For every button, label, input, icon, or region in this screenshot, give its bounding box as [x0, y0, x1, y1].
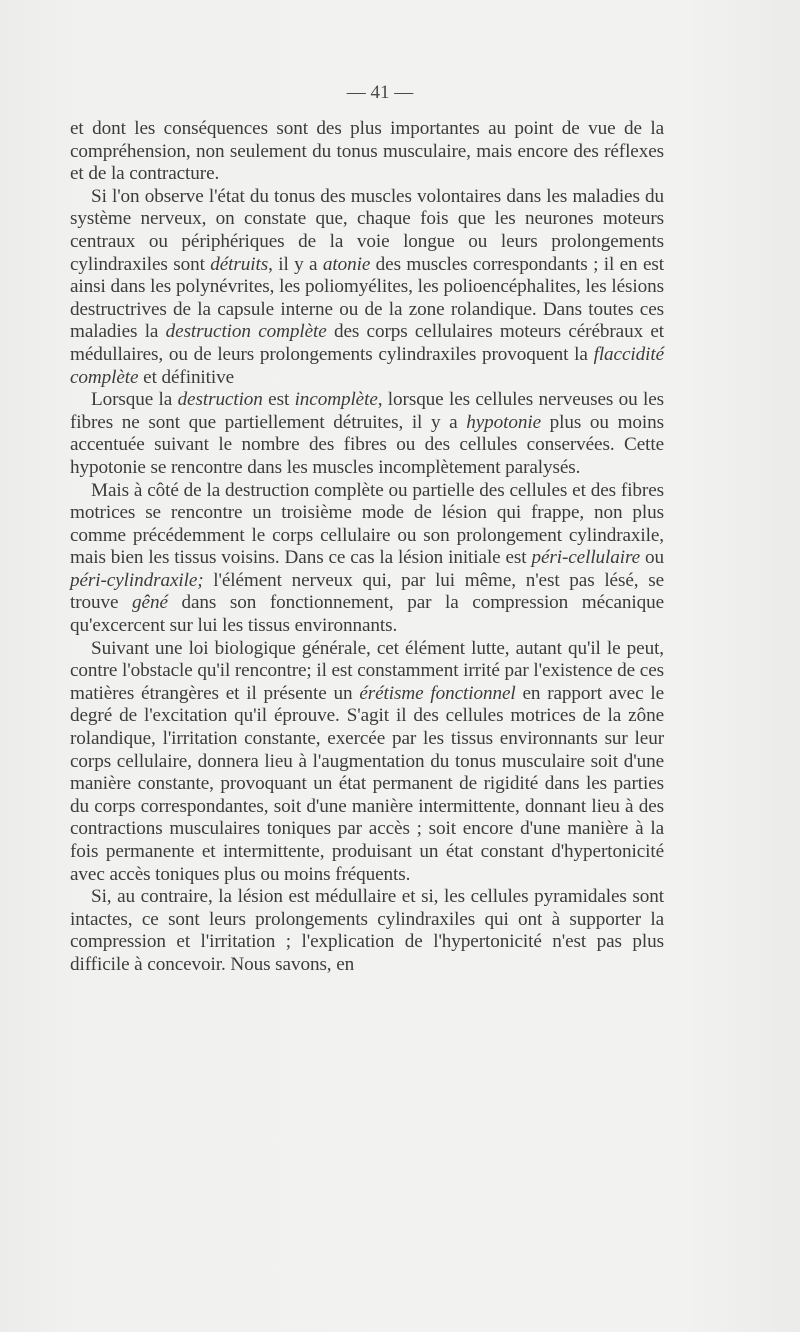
text-run: Lorsque la	[91, 389, 178, 411]
text-run: Si l'on observe l'état du tonus des muscles volontaires dans les maladies du système nerveux, on constate que, chaque fois que les neurones moteurs centraux ou périphériques de la voie longue ou leurs prolongements cylindraxiles sont	[70, 185, 664, 275]
italic-term: péri-cellulaire	[531, 547, 641, 569]
italic-term: atonie	[322, 253, 371, 275]
text-run: en rapport avec le degré de l'excitation qu'il éprouve. S'agit il des cellules motrices de la zône rolandique, l'irritation constante, exercée par les tissus environnants sur leur corps cellulaire, donnera lieu à l'augmentation du tonus musculaire soit d'une manière constante, provoquant un état permanent de rigidité dans les parties du corps correspondantes, soit d'une manière intermittente, donnant lieu à des contractions musculaires toniques par accès ; soit encore d'une manière à la fois permanente et intermittente, produisant un état constant d'hypertonicité avec accès toniques plus ou moins fréquents.	[70, 682, 665, 885]
paragraph-2	[70, 186, 664, 389]
paragraph-5	[70, 638, 664, 887]
text-run: et définitive	[138, 366, 235, 388]
text-run: , lorsque les cellules nerveuses ou les fibres ne sont que partiellement détruites, il y a	[70, 389, 664, 433]
text-run: Suivant une loi biologique générale, cet élément lutte, autant qu'il le peut, contre l'obstacle qu'il rencontre; il est constamment irrité par l'existence de ces matières étrangères et il présente un	[70, 637, 664, 704]
italic-term: incomplète	[294, 389, 378, 411]
paragraph-3	[70, 389, 664, 479]
italic-term: flaccidité complète	[70, 343, 664, 388]
text-run: des corps cellulaires moteurs cérébraux et médullaires, ou de leurs prolongements cylindraxiles provoquent la	[70, 321, 665, 365]
body-text	[70, 118, 664, 977]
italic-term: destruction	[177, 389, 263, 411]
text-run: ou	[640, 547, 664, 569]
italic-term: destruction complète	[165, 321, 327, 343]
text-run: dans son fonctionnement, par la compression mécanique qu'excercent sur lui les tissus environnants.	[70, 592, 664, 637]
italic-term: hypotonie	[466, 411, 541, 433]
text-run: plus ou moins accentuée suivant le nombre des fibres ou des cellules conservées. Cette hypotonie se rencontre dans les muscles incomplètement paralysés.	[70, 411, 665, 478]
text-run: des muscles correspondants ; il en est ainsi dans les polynévrites, les poliomyélites, les polioencéphalites, les lésions destructrives de la capsule interne ou de la zone rolandique. Dans toutes ces maladies la	[70, 253, 664, 343]
text-run: Mais à côté de la destruction complète ou partielle des cellules et des fibres motrices se rencontre un troisième mode de lésion qui frappe, non plus comme précédemment le corps cellulaire ou son prolongement cylindraxile, mais bien les tissus voisins. Dans ce cas la lésion initiale est	[70, 479, 664, 569]
italic-term: érétisme fonctionnel	[359, 682, 516, 704]
paragraph-1	[70, 118, 664, 186]
text-run: et dont les conséquences sont des plus importantes au point de vue de la compréhension, non seulement du tonus musculaire, mais encore des réflexes et de la contracture.	[70, 118, 664, 185]
italic-term: gêné	[132, 592, 168, 614]
text-run: , il y a	[268, 253, 323, 275]
page-number: — 41 —	[346, 82, 414, 103]
paragraph-6	[70, 886, 664, 976]
text-run: Si, au contraire, la lésion est médullaire et si, les cellules pyramidales sont intactes, ce sont leurs prolongements cylindraxiles qui ont à supporter la compression et l'irritation ; l'explication de l'hypertonicité n'est pas plus difficile à concevoir. Nous savons, en	[70, 886, 664, 975]
italic-term: détruits	[210, 253, 269, 275]
paragraph-4	[70, 480, 664, 638]
text-run: l'élément nerveux qui, par lui même, n'est pas lésé, se trouve	[70, 569, 664, 614]
italic-term: péri-cylindraxile;	[70, 569, 204, 591]
text-run: est	[262, 389, 295, 411]
